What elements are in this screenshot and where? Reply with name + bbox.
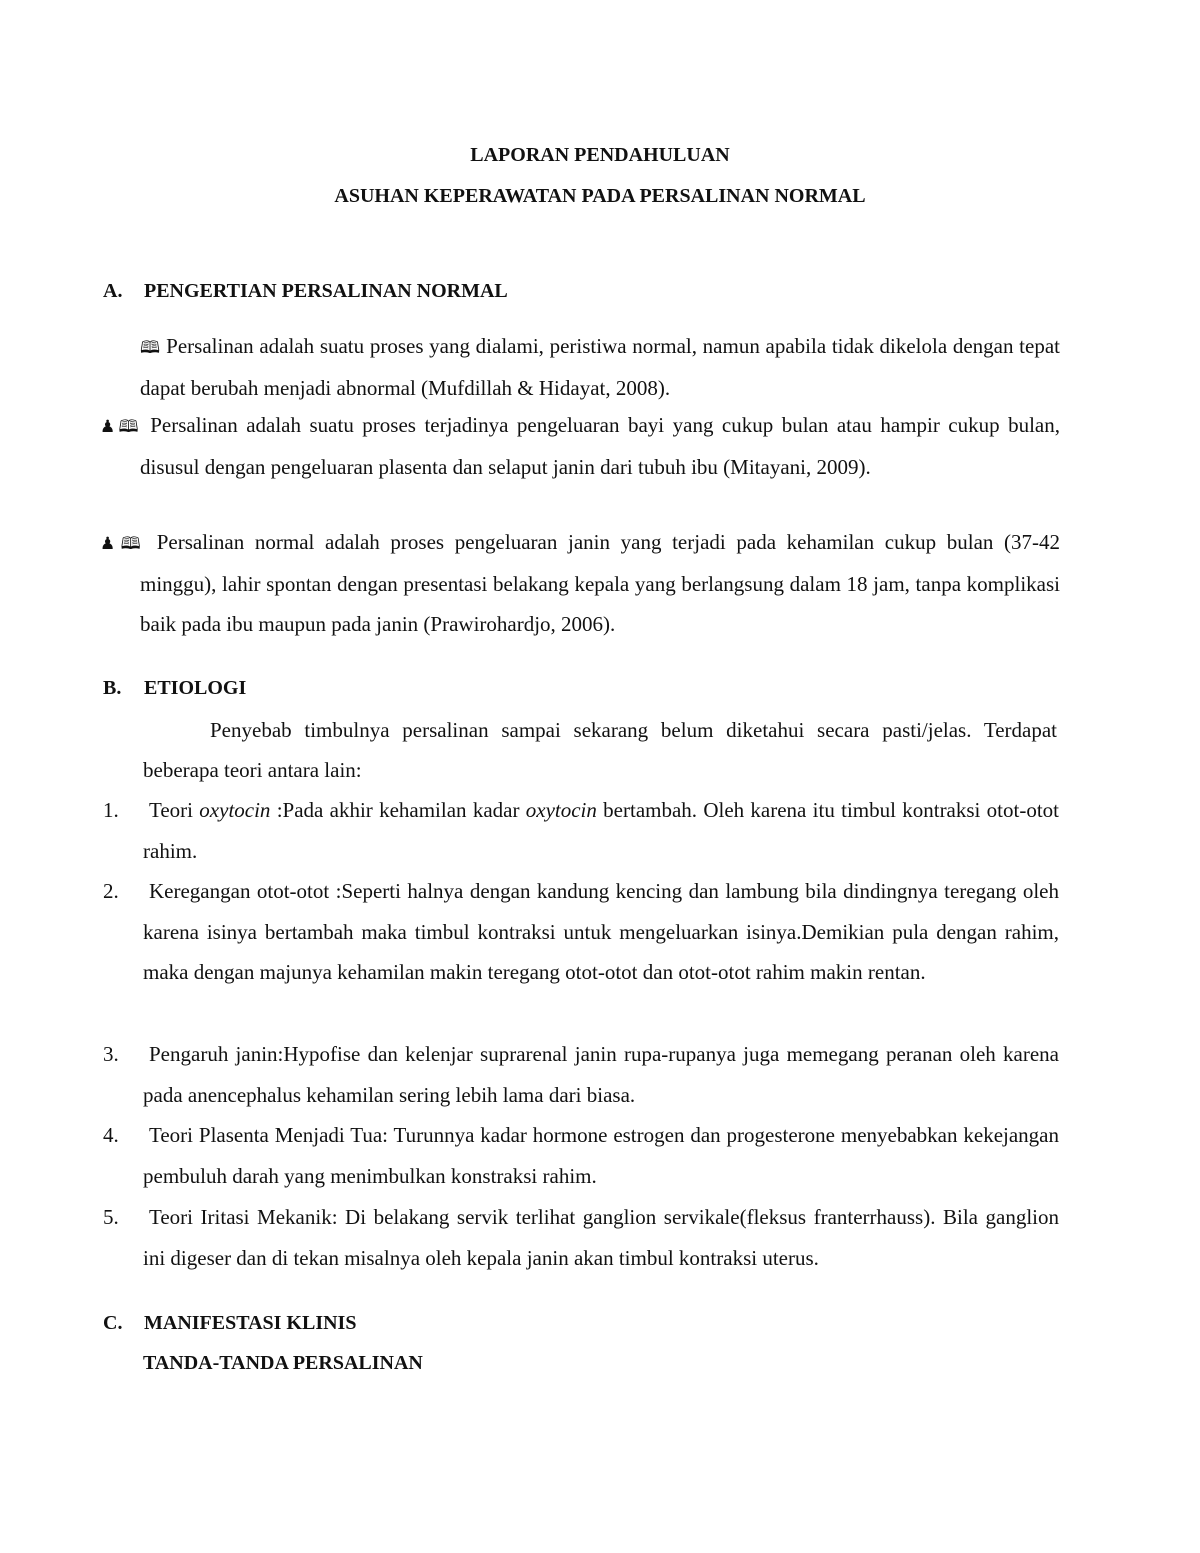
book-icon: 🕮 — [115, 534, 147, 554]
theory-item — [103, 1034, 1059, 1115]
document-subtitle: ASUHAN KEPERAWATAN PADA PERSALINAN NORMAL — [334, 185, 866, 207]
theory-item — [103, 1115, 1059, 1196]
section-title: ETIOLOGI — [144, 677, 247, 699]
item-number: 3. — [103, 1042, 119, 1066]
theory-term: oxytocin — [199, 798, 271, 822]
person-icon: ♟ — [100, 534, 116, 554]
item-number: 1. — [103, 798, 119, 822]
theory-text: Pengaruh janin:Hypofise dan kelenjar suprarenal janin rupa-rupanya juga memegang peranan oleh karena pada anencephalus kehamilan sering lebih lama dari biasa. — [143, 1042, 1059, 1107]
theory-text: Teori Iritasi Mekanik: Di belakang servik terlihat ganglion servikale(fleksus franterrhauss). Bila ganglion ini digeser dan di tekan misalnya oleh kepala janin akan timbul kontraksi uterus. — [143, 1205, 1059, 1270]
definition-item — [100, 405, 1060, 487]
theory-item — [103, 871, 1059, 993]
definition-text: Persalinan normal adalah proses pengeluaran janin yang terjadi pada kehamilan cukup bulan (37-42 minggu), lahir spontan dengan presentasi belakang kepala yang berlangsung dalam 18 jam, tanpa komplikasi baik pada ibu maupun pada janin (Prawirohardjo, 2006). — [140, 530, 1061, 636]
definition-text: Persalinan adalah suatu proses yang dialami, peristiwa normal, namun apabila tidak dikelola dengan tepat dapat berubah menjadi abnormal (Mufdillah & Hidayat, 2008). — [140, 334, 1060, 400]
section-letter: B. — [103, 677, 122, 699]
theory-item — [103, 790, 1059, 871]
item-number: 4. — [103, 1123, 119, 1147]
section-c-heading — [103, 1312, 356, 1335]
section-b-heading — [103, 677, 246, 700]
theory-term: oxytocin — [525, 798, 597, 822]
item-number: 2. — [103, 879, 119, 903]
definition-text: Persalinan adalah suatu proses terjadinya pengeluaran bayi yang cukup bulan atau hampir cukup bulan, disusul dengan pengeluaran plasenta dan selaput janin dari tubuh ibu (Mitayani, 2009). — [140, 413, 1061, 479]
definition-item — [100, 522, 1060, 644]
theory-text: Keregangan otot-otot :Seperti halnya dengan kandung kencing dan lambung bila dindingnya teregang oleh karena isinya bertambah maka timbul kontraksi untuk mengeluarkan isinya.Demikian pula dengan rahim, maka dengan majunya kehamilan makin teregang otot-otot dan otot-otot rahim makin rentan. — [143, 879, 1059, 984]
book-icon: 🕮 — [140, 338, 161, 358]
etiologi-intro: Penyebab timbulnya persalinan sampai sekarang belum diketahui secara pasti/jelas. Terdapat beberapa teori antara lain: — [143, 718, 1057, 782]
theory-text-pre: Teori — [149, 798, 200, 822]
item-number: 5. — [103, 1205, 119, 1229]
section-letter: C. — [103, 1312, 123, 1334]
theory-text: Teori Plasenta Menjadi Tua: Turunnya kadar hormone estrogen dan progesterone menyebabkan kekejangan pembuluh darah yang menimbulkan konstraksi rahim. — [143, 1123, 1059, 1188]
book-icon: 🕮 — [115, 417, 142, 437]
theory-text-post: bertambah. Oleh karena itu timbul kontraksi otot-otot rahim. — [143, 798, 1059, 863]
section-a-heading — [103, 280, 508, 303]
section-title: PENGERTIAN PERSALINAN NORMAL — [144, 280, 508, 302]
section-letter: A. — [103, 280, 123, 302]
document-title: LAPORAN PENDAHULUAN — [470, 144, 730, 166]
section-c-subheading: TANDA-TANDA PERSALINAN — [143, 1352, 423, 1374]
theory-text-mid: :Pada akhir kehamilan kadar — [270, 798, 526, 822]
section-title: MANIFESTASI KLINIS — [144, 1312, 357, 1334]
theory-item — [103, 1197, 1059, 1278]
person-icon: ♟ — [100, 417, 116, 437]
definition-item — [100, 326, 1060, 408]
